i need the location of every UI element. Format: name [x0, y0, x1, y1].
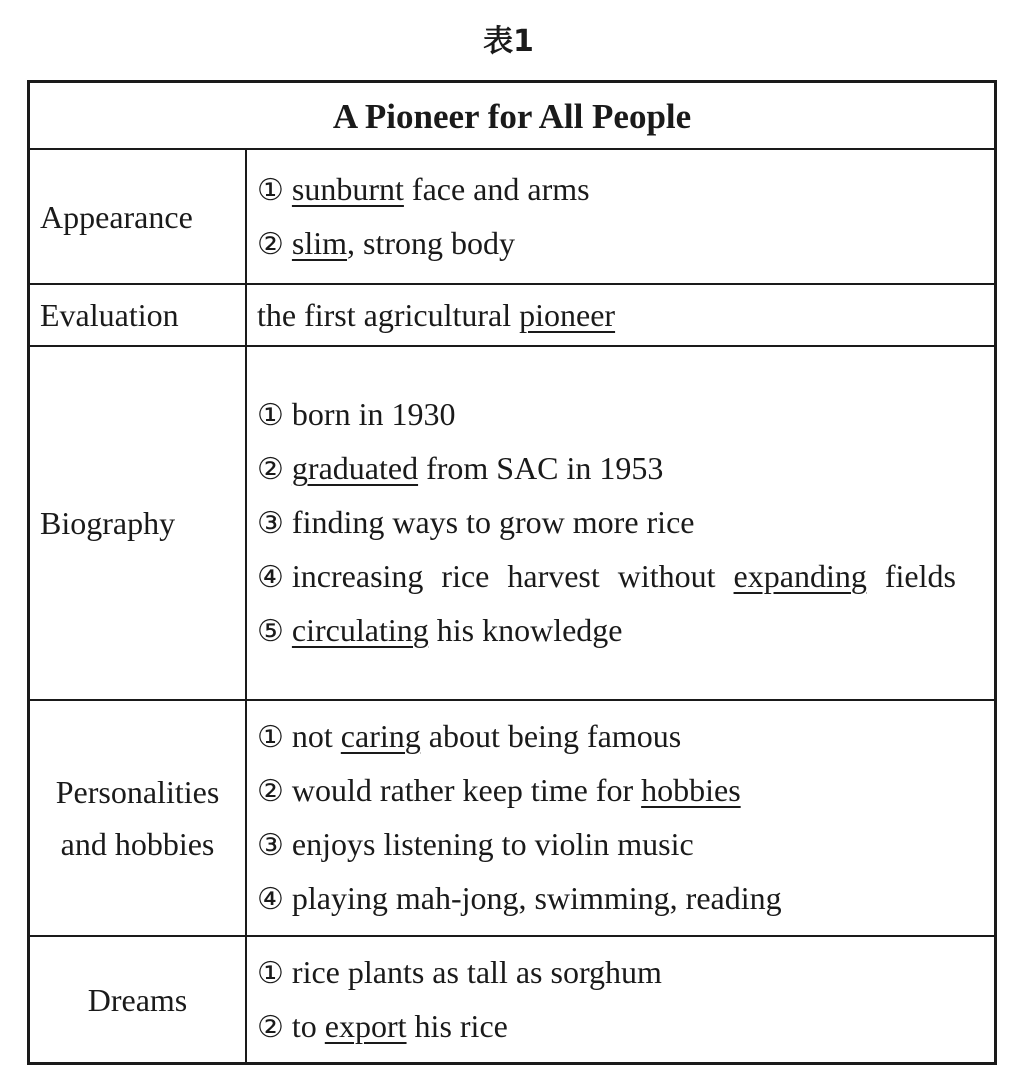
biography-label: Biography	[30, 347, 247, 699]
appearance-row	[30, 150, 994, 285]
list-item: ④ increasing rice harvest without expanding fields	[257, 558, 956, 595]
list-item: ② would rather keep time for hobbies	[257, 772, 741, 809]
biography-content	[247, 347, 994, 699]
list-item: ③ finding ways to grow more rice	[257, 504, 695, 541]
list-item: the first agricultural pioneer	[257, 296, 616, 333]
list-item: ③ enjoys listening to violin music	[257, 826, 694, 863]
list-item: ⑤ circulating his knowledge	[257, 612, 623, 649]
underlined-word: expanding	[733, 558, 867, 594]
personalities-label: Personalities and hobbies	[30, 701, 247, 935]
underlined-word: hobbies	[641, 772, 741, 808]
list-item: ② graduated from SAC in 1953	[257, 450, 664, 487]
list-item: ① rice plants as tall as sorghum	[257, 953, 662, 991]
underlined-word: slim	[291, 224, 348, 261]
list-item: ① sunburnt face and arms	[257, 170, 590, 208]
dreams-content	[247, 937, 994, 1062]
list-item: ① not caring about being famous	[257, 718, 682, 755]
personalities-row	[30, 701, 994, 937]
table-title: A Pioneer for All People	[30, 83, 994, 150]
dreams-row	[30, 937, 994, 1062]
evaluation-label: Evaluation	[30, 285, 247, 345]
list-item: ① born in 1930	[257, 396, 456, 433]
underlined-word: graduated	[291, 450, 419, 486]
underlined-word: pioneer	[519, 296, 616, 333]
list-item: ④ playing mah-jong, swimming, reading	[257, 880, 782, 917]
appearance-label: Appearance	[30, 150, 247, 283]
pioneer-table	[27, 80, 997, 1065]
table-caption: 表1	[483, 24, 534, 59]
underlined-word: circulating	[291, 612, 429, 648]
personalities-content	[247, 701, 994, 935]
appearance-content	[247, 150, 994, 283]
evaluation-row	[30, 285, 994, 347]
evaluation-content	[247, 285, 994, 345]
dreams-label: Dreams	[30, 937, 247, 1062]
underlined-word: sunburnt	[291, 170, 404, 207]
list-item: ② slim, strong body	[257, 224, 516, 262]
list-item: ② to export his rice	[257, 1007, 508, 1045]
underlined-word: caring	[340, 718, 421, 754]
underlined-word: export	[324, 1007, 407, 1044]
biography-row	[30, 347, 994, 701]
